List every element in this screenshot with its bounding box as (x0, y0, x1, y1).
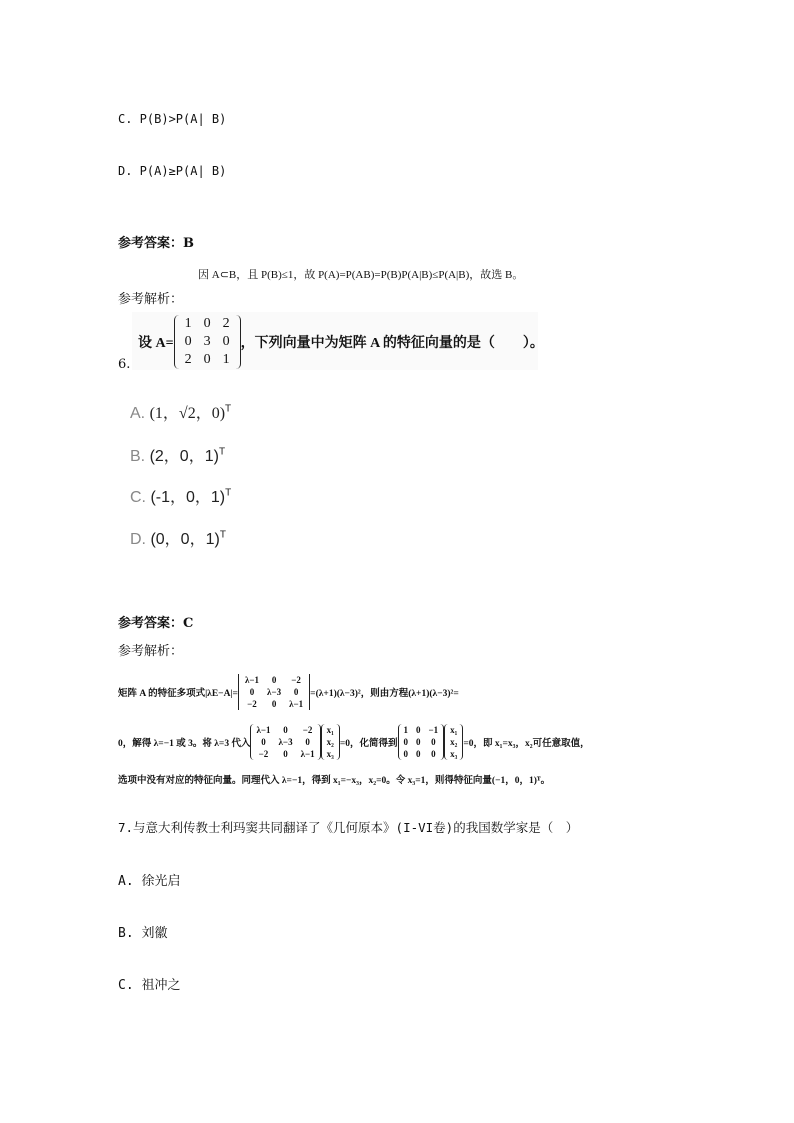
option-c: C. P(B)>P(A| B) (118, 112, 227, 126)
vector-x-2: x₁ x₂ x₃ (444, 724, 463, 760)
option-a-q6: A. (1，√2，0)$^T$ (130, 403, 232, 422)
option-c-q6: C. (-1，0，1)$^T$ (130, 487, 232, 506)
question-6-stem (132, 312, 544, 370)
explanation-label-q6: 参考解析： (118, 644, 184, 659)
explanation-text-q5: 因 A⊂B，且 P(B)≤1，故 P(A)=P(AB)=P(B)P(A|B)≤P(A|B)，故选 B。 (198, 269, 524, 281)
answer-label: 参考答案： (118, 616, 184, 631)
option-b-q7: B. 刘徽 (118, 926, 168, 941)
vector-x: x₁ x₂ x₃ (321, 724, 340, 760)
answer-value: C (183, 616, 194, 631)
question-number-6: 6. (118, 357, 131, 372)
explanation-label-q5: 参考解析： (118, 292, 184, 307)
answer-line-q5 (118, 232, 194, 251)
answer-line-q6 (118, 612, 193, 631)
char-poly-determinant: λ−1 0 −2 0 λ−3 0 −2 0 λ−1 (238, 674, 310, 710)
matrix-a: 1 0 2 0 3 0 2 0 1 (174, 315, 241, 369)
option-b-q6: B. (2，0，1)$^T$ (130, 446, 226, 465)
answer-value: B (183, 236, 195, 251)
option-a-q7: A. 徐光启 (118, 874, 181, 889)
option-d: D. P(A)≥P(A| B) (118, 164, 227, 178)
stem-prefix: 设 A= (138, 336, 174, 351)
answer-label: 参考答案： (118, 236, 184, 251)
option-c-q7: C. 祖冲之 (118, 978, 181, 993)
question-7-stem: 7.与意大利传教士利玛窦共同翻译了《几何原本》(I-VI卷)的我国数学家是（ ） (118, 820, 579, 835)
reduced-matrix: 1 0 −1 0 0 0 0 0 0 (398, 724, 445, 760)
system-matrix: λ−1 0 −2 0 λ−3 0 −2 0 λ−1 (250, 724, 320, 760)
solution-block-q6: 矩阵 A 的特征多项式|λE−A|= λ−1 0 −2 0 λ−3 0 −2 0 λ−1 =(λ+1)(λ−3)²，则由方程(λ+1)(λ−3)²= 0，解得 λ=−1 或 3。将 λ=3 代入 λ−1 0 −2 0 λ−3 0 −2 0 λ−1 x₁ x₂ x₃ =0，化简得到 1 0 −1 0 0 0 0 0 0 x₁ x₂ x₃ =0，即 x₁=x₃，x₂可任意取值， 选项中没有对应的特征向量。同理代入 λ=−1，得到 x₁=−x₃，x₂=0。令 x₃=1，则得特征向量(−1，0，1)ᵀ。 (118, 675, 590, 786)
option-d-q6: D. (0，0，1)$^T$ (130, 529, 226, 548)
stem-suffix: ，下列向量中为矩阵 A 的特征向量的是（ ）。 (240, 336, 544, 351)
